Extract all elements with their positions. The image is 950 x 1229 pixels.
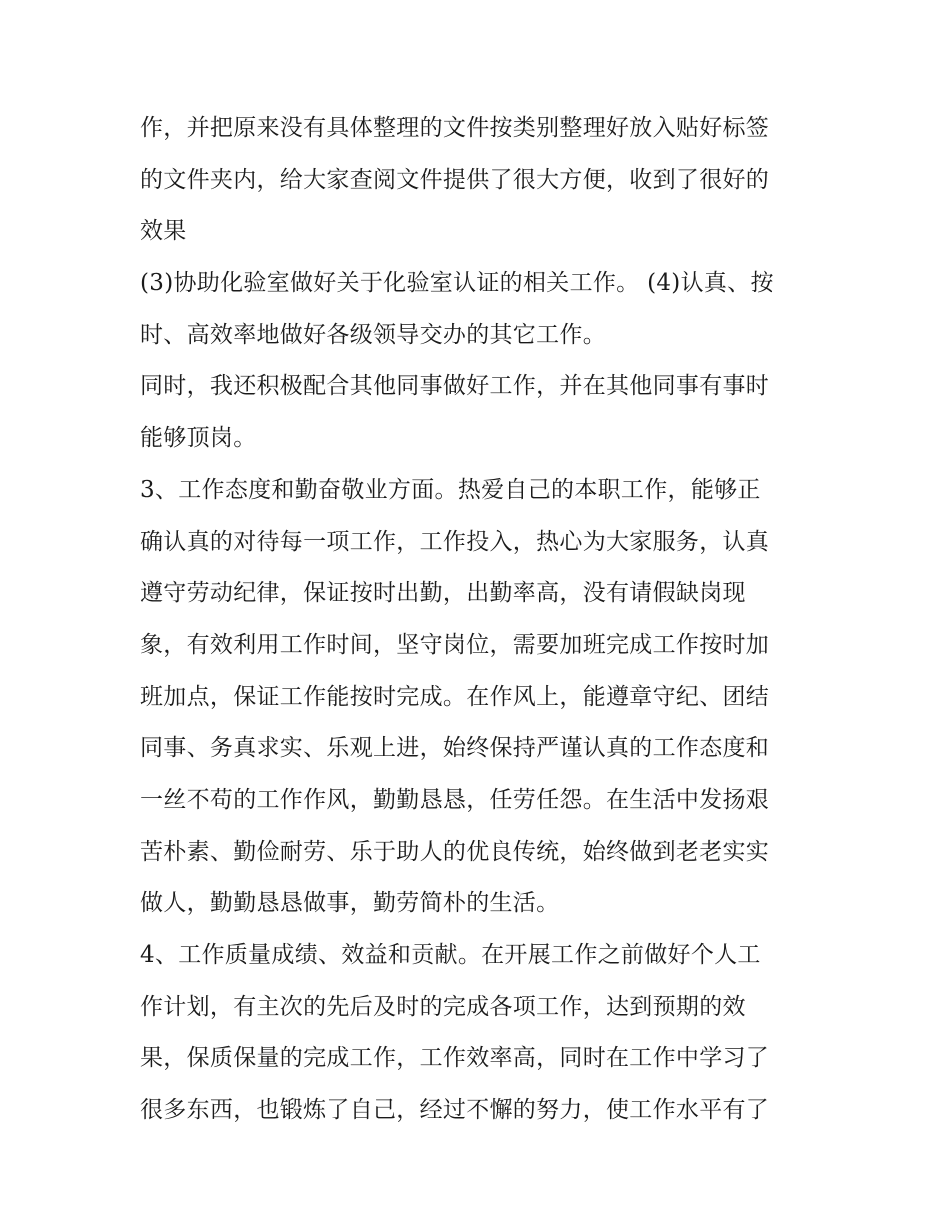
text-line: 果，保质保量的完成工作，工作效率高，同时在工作中学习了 xyxy=(140,1045,770,1072)
text-line: (3)协助化验室做好关于化验室认证的相关工作。 (4)认真、按 xyxy=(140,270,774,297)
text-line: 4、工作质量成绩、效益和贡献。在开展工作之前做好个人工 xyxy=(140,942,761,968)
text-line: 班加点，保证工作能按时完成。在作风上，能遵章守纪、团结 xyxy=(140,683,770,710)
text-line: 的文件夹内，给大家查阅文件提供了很大方便，收到了很好的 xyxy=(140,166,770,193)
text-line: 象，有效利用工作时间，坚守岗位，需要加班完成工作按时加 xyxy=(140,631,770,658)
text-line: 同事、务真求实、乐观上进，始终保持严谨认真的工作态度和 xyxy=(140,735,770,762)
text-line: 时、高效率地做好各级领导交办的其它工作。 xyxy=(140,321,606,348)
body-text xyxy=(140,103,820,1137)
text-line: 一丝不苟的工作作风，勤勤恳恳，任劳任怨。在生活中发扬艰 xyxy=(140,786,770,813)
text-line: 苦朴素、勤俭耐劳、乐于助人的优良传统，始终做到老老实实 xyxy=(140,838,770,865)
text-line: 效果 xyxy=(140,218,187,245)
text-line: 能够顶岗。 xyxy=(140,425,257,452)
text-line: 做人，勤勤恳恳做事，勤劳简朴的生活。 xyxy=(140,890,560,917)
text-line: 同时，我还积极配合其他同事做好工作，并在其他同事有事时 xyxy=(140,373,770,400)
text-line: 作，并把原来没有具体整理的文件按类别整理好放入贴好标签 xyxy=(140,115,770,141)
text-line: 确认真的对待每一项工作，工作投入，热心为大家服务，认真 xyxy=(140,528,770,555)
text-line: 很多东西，也锻炼了自己，经过不懈的努力，使工作水平有了 xyxy=(140,1097,770,1124)
text-line: 遵守劳动纪律，保证按时出勤，出勤率高，没有请假缺岗现 xyxy=(140,580,746,607)
text-line: 作计划，有主次的先后及时的完成各项工作，达到预期的效 xyxy=(140,993,746,1020)
text-line: 3、工作态度和勤奋敬业方面。热爱自己的本职工作，能够正 xyxy=(140,476,761,503)
